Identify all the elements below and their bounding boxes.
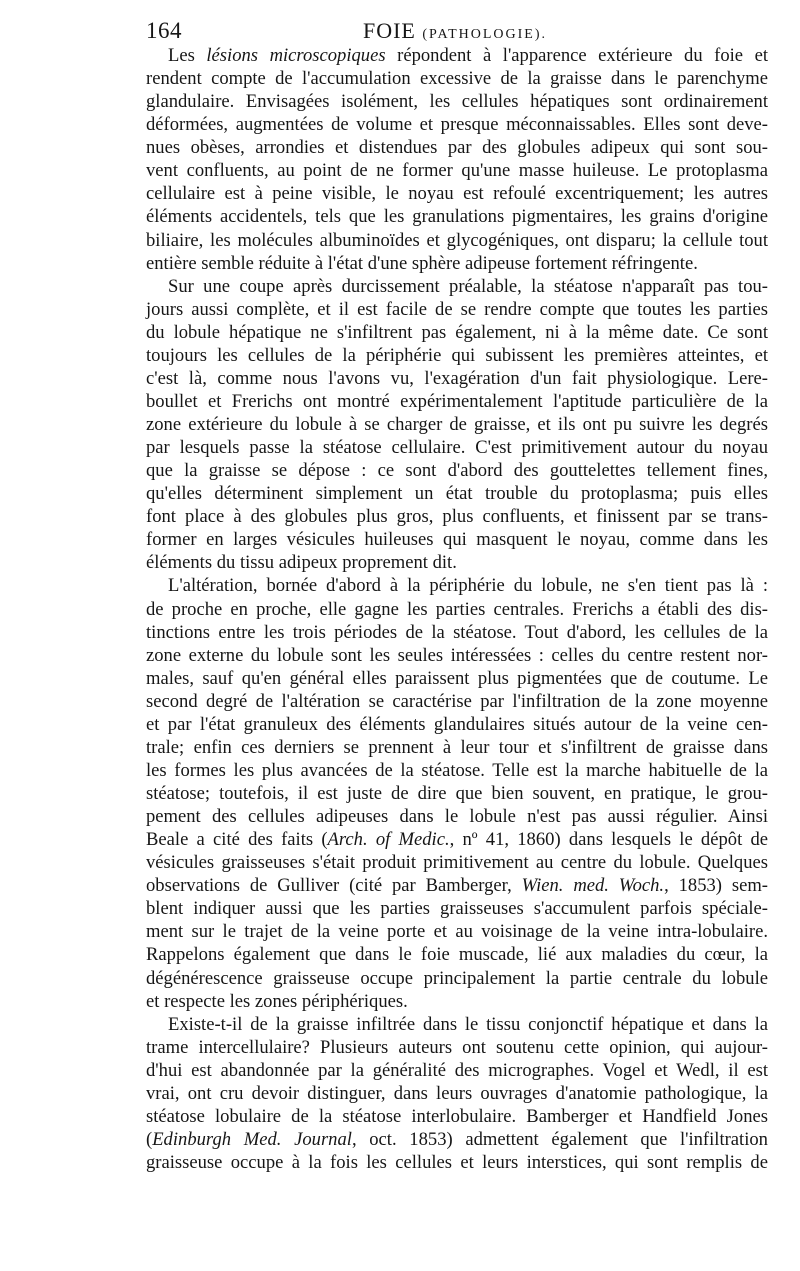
text-line: éléments accidentels, tels que les granulations pigmentaires, les grains d'origine [146,206,768,228]
text-line: Rappelons également que dans le foie muscade, lié aux maladies du cœur, la [146,944,768,966]
text-line: par lesquels passe la stéatose cellulaire. C'est primitivement autour du noyau [146,437,768,459]
text-line: trame intercellulaire? Plusieurs auteurs ont soutenu cette opinion, qui aujour- [146,1036,768,1058]
text-line: déformées, augmentées de volume et presque méconnaissables. Elles sont deve- [146,114,768,136]
text-line: vésicules graisseuses s'était produit primitivement au centre du lobule. Quelques [146,852,768,874]
text-line: zone externe du lobule sont les seules intéressées : celles du centre restent nor- [146,644,768,666]
text-line: de proche en proche, elle gagne les parties centrales. Frerichs a établi des dis- [146,598,768,620]
text-line: second degré de l'altération se caractérise par l'infiltration de la zone moyenne [146,690,768,712]
text-line: Sur une coupe après durcissement préalable, la stéatose n'apparaît pas tou- [168,275,768,297]
text-line: tinctions entre les trois périodes de la stéatose. Tout d'abord, les cellules de la [146,621,768,643]
text-line: boullet et Frerichs ont montré expérimentalement l'aptitude particulière de la [146,390,768,412]
running-title-sub: (PATHOLOGIE). [422,27,548,42]
text-line: nues obèses, arrondies et distendues par des globules adipeux qui sont sou- [146,137,768,159]
text-line: biliaire, les molécules albuminoïdes et glycogéniques, ont disparu; la cellule tout [146,229,768,251]
text-line: dégénérescence graisseuse occupe principalement la partie centrale du lobule [146,967,768,989]
body-text [146,44,768,1174]
text-line: males, sauf qu'en général elles paraissent plus pigmentées que de coutume. Le [146,667,768,689]
text-line: d'hui est abandonnée par la généralité des micrographes. Vogel et Wedl, il est [146,1059,768,1081]
running-title [146,18,764,44]
page-number: 164 [146,18,182,43]
page-header [146,14,764,46]
text-line: qu'elles déterminent simplement un état trouble du protoplasma; puis elles [146,483,768,505]
text-line: L'altération, bornée d'abord à la périphérie du lobule, ne s'en tient pas là : [168,575,768,597]
text-line: et par l'état granuleux des éléments glandulaires situés autour de la veine cen- [146,713,768,735]
text-line: trale; enfin ces derniers se prennent à leur tour et s'infiltrent de graisse dans [146,736,768,758]
text-line: toujours les cellules de la périphérie qui subissent les premières atteintes, et [146,344,768,366]
text-line: vrai, ont cru devoir distinguer, dans leurs ouvrages d'anatomie pathologique, la [146,1082,768,1104]
text-line: blent indiquer aussi que les parties graisseuses s'accumulent parfois spéciale- [146,898,768,920]
text-line: font place à des globules plus gros, plus confluents, et finissent par se trans- [146,506,768,528]
text-line: Les lésions microscopiques répondent à l'apparence extérieure du foie et [168,45,768,66]
text-line: former en larges vésicules huileuses qui masquent le noyau, comme dans les [146,529,768,551]
text-line: les formes les plus avancées de la stéatose. Telle est la marche habituelle de la [146,759,768,781]
text-line: vent confluents, au point de ne former qu'une masse huileuse. Le protoplasma [146,160,768,182]
text-line: jours aussi complète, et il est facile de se rendre compte que toutes les parties [146,298,768,320]
text-line: pement des cellules adipeuses dans le lobule n'est pas aussi régulier. Ainsi [146,806,768,828]
text-line: c'est là, comme nous l'avons vu, l'exagération d'un fait physiologique. Lere- [146,367,768,389]
text-line: et respecte les zones périphériques. [146,990,408,1012]
text-line: observations de Gulliver (cité par Bamberger, Wien. med. Woch., 1853) sem- [146,875,768,897]
text-line: entière semble réduite à l'état d'une sphère adipeuse fortement réfringente. [146,252,698,274]
text-line: Beale a cité des faits (Arch. of Medic., nº 41, 1860) dans lesquels le dépôt de [146,829,768,851]
text-line: éléments du tissu adipeux proprement dit. [146,552,457,574]
running-title-main: FOIE [362,18,416,43]
text-line: (Edinburgh Med. Journal, oct. 1853) admettent également que l'infiltration [146,1128,768,1150]
text-line: stéatose; toutefois, il est juste de dire que bien souvent, en pratique, le grou- [146,783,768,804]
text-line: graisseuse occupe à la fois les cellules et leurs interstices, qui sont remplis de [146,1152,768,1173]
text-line: ment sur le trajet de la veine porte et au voisinage de la veine intra-lobulaire. [146,921,768,943]
text-line: que la graisse se dépose : ce sont d'abord des gouttelettes tellement fines, [146,460,768,482]
text-line: du lobule hépatique ne s'infiltrent pas également, ni à la même date. Ce sont [146,321,768,343]
text-line: rendent compte de l'accumulation excessive de la graisse dans le parenchyme [146,68,768,90]
text-line: Existe-t-il de la graisse infiltrée dans le tissu conjonctif hépatique et dans la [168,1013,768,1035]
text-line: stéatose lobulaire de la stéatose interlobulaire. Bamberger et Handfield Jones [146,1105,768,1127]
text-line: cellulaire est à peine visible, le noyau est refoulé excentriquement; les autres [146,183,768,205]
text-line: glandulaire. Envisagées isolément, les cellules hépatiques sont ordinairement [146,91,768,113]
text-line: zone extérieure du lobule à se charger de graisse, et ils ont pu suivre les degrés [146,414,768,435]
